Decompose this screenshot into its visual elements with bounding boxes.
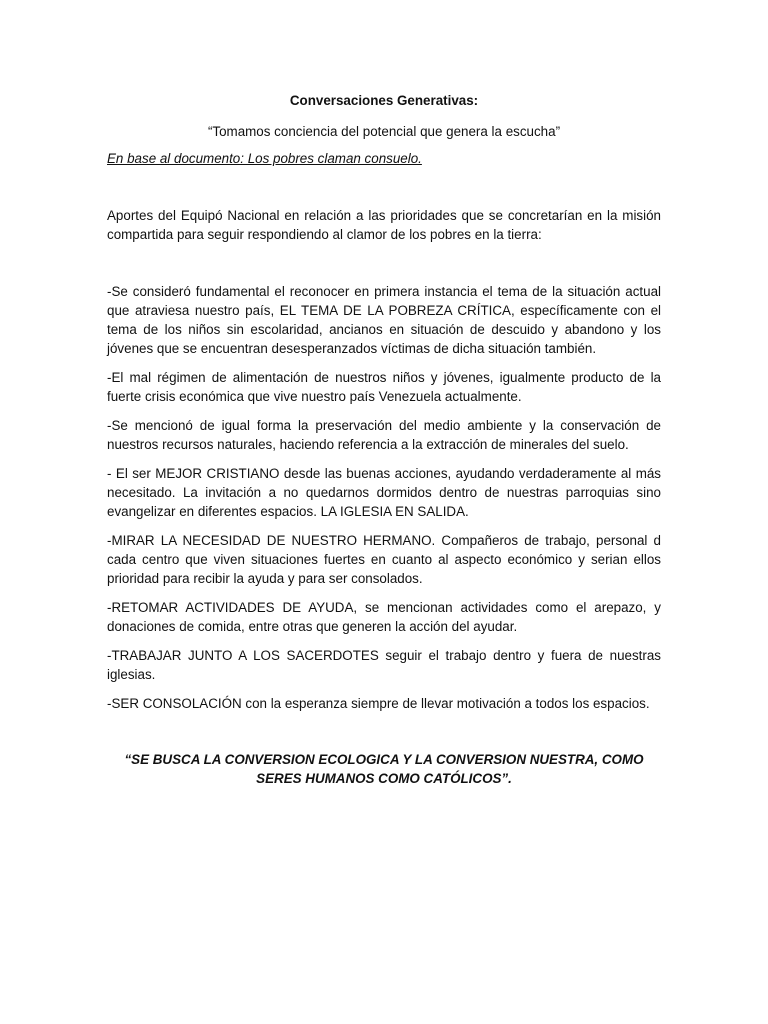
- document-subtitle: “Tomamos conciencia del potencial que genera la escucha”: [207, 124, 561, 139]
- priority-point: - El ser MEJOR CRISTIANO desde las buenas acciones, ayudando verdaderamente al más necesitado. La invitación a no quedarnos dormidos dentro de nuestras parroquias sino evangelizar en diferentes espacios. LA IGLESIA EN SALIDA.: [107, 466, 661, 519]
- priority-point: -TRABAJAR JUNTO A LOS SACERDOTES seguir el trabajo dentro y fuera de nuestras iglesias.: [107, 648, 661, 682]
- source-reference: En base al documento: Los pobres claman consuelo.: [107, 151, 422, 166]
- priority-point: -SER CONSOLACIÓN con la esperanza siempre de llevar motivación a todos los espacios.: [107, 696, 650, 711]
- intro-paragraph: Aportes del Equipó Nacional en relación a las prioridades que se concretarían en la misión compartida para seguir respondiendo al clamor de los pobres en la tierra:: [107, 208, 661, 242]
- closing-statement: “SE BUSCA LA CONVERSION ECOLOGICA Y LA CONVERSION NUESTRA, COMO SERES HUMANOS COMO CATÓLICOS”.: [124, 752, 644, 786]
- priority-points-list: [107, 282, 661, 713]
- document-title: Conversaciones Generativas:: [289, 93, 479, 108]
- priority-point: -Se consideró fundamental el reconocer en primera instancia el tema de la situación actual que atraviesa nuestro país, EL TEMA DE LA POBREZA CRÍTICA, específicamente con el tema de los niños sin escolaridad, ancianos en situación de descuido y abandono y los jóvenes que se encuentran desesperanzados víctimas de dicha situación también.: [107, 284, 661, 356]
- priority-point: -Se mencionó de igual forma la preservación del medio ambiente y la conservación de nuestros recursos naturales, haciendo referencia a la extracción de minerales del suelo.: [107, 418, 661, 452]
- priority-point: -RETOMAR ACTIVIDADES DE AYUDA, se mencionan actividades como el arepazo, y donaciones de comida, entre otras que generen la acción del ayudar.: [107, 600, 661, 634]
- document-page: [107, 91, 661, 788]
- priority-point: -El mal régimen de alimentación de nuestros niños y jóvenes, igualmente producto de la fuerte crisis económica que vive nuestro país Venezuela actualmente.: [107, 370, 661, 404]
- priority-point: -MIRAR LA NECESIDAD DE NUESTRO HERMANO. Compañeros de trabajo, personal d cada centro que viven situaciones fuertes en cuanto al aspecto económico y serian ellos prioridad para recibir la ayuda y para ser consolados.: [107, 533, 661, 586]
